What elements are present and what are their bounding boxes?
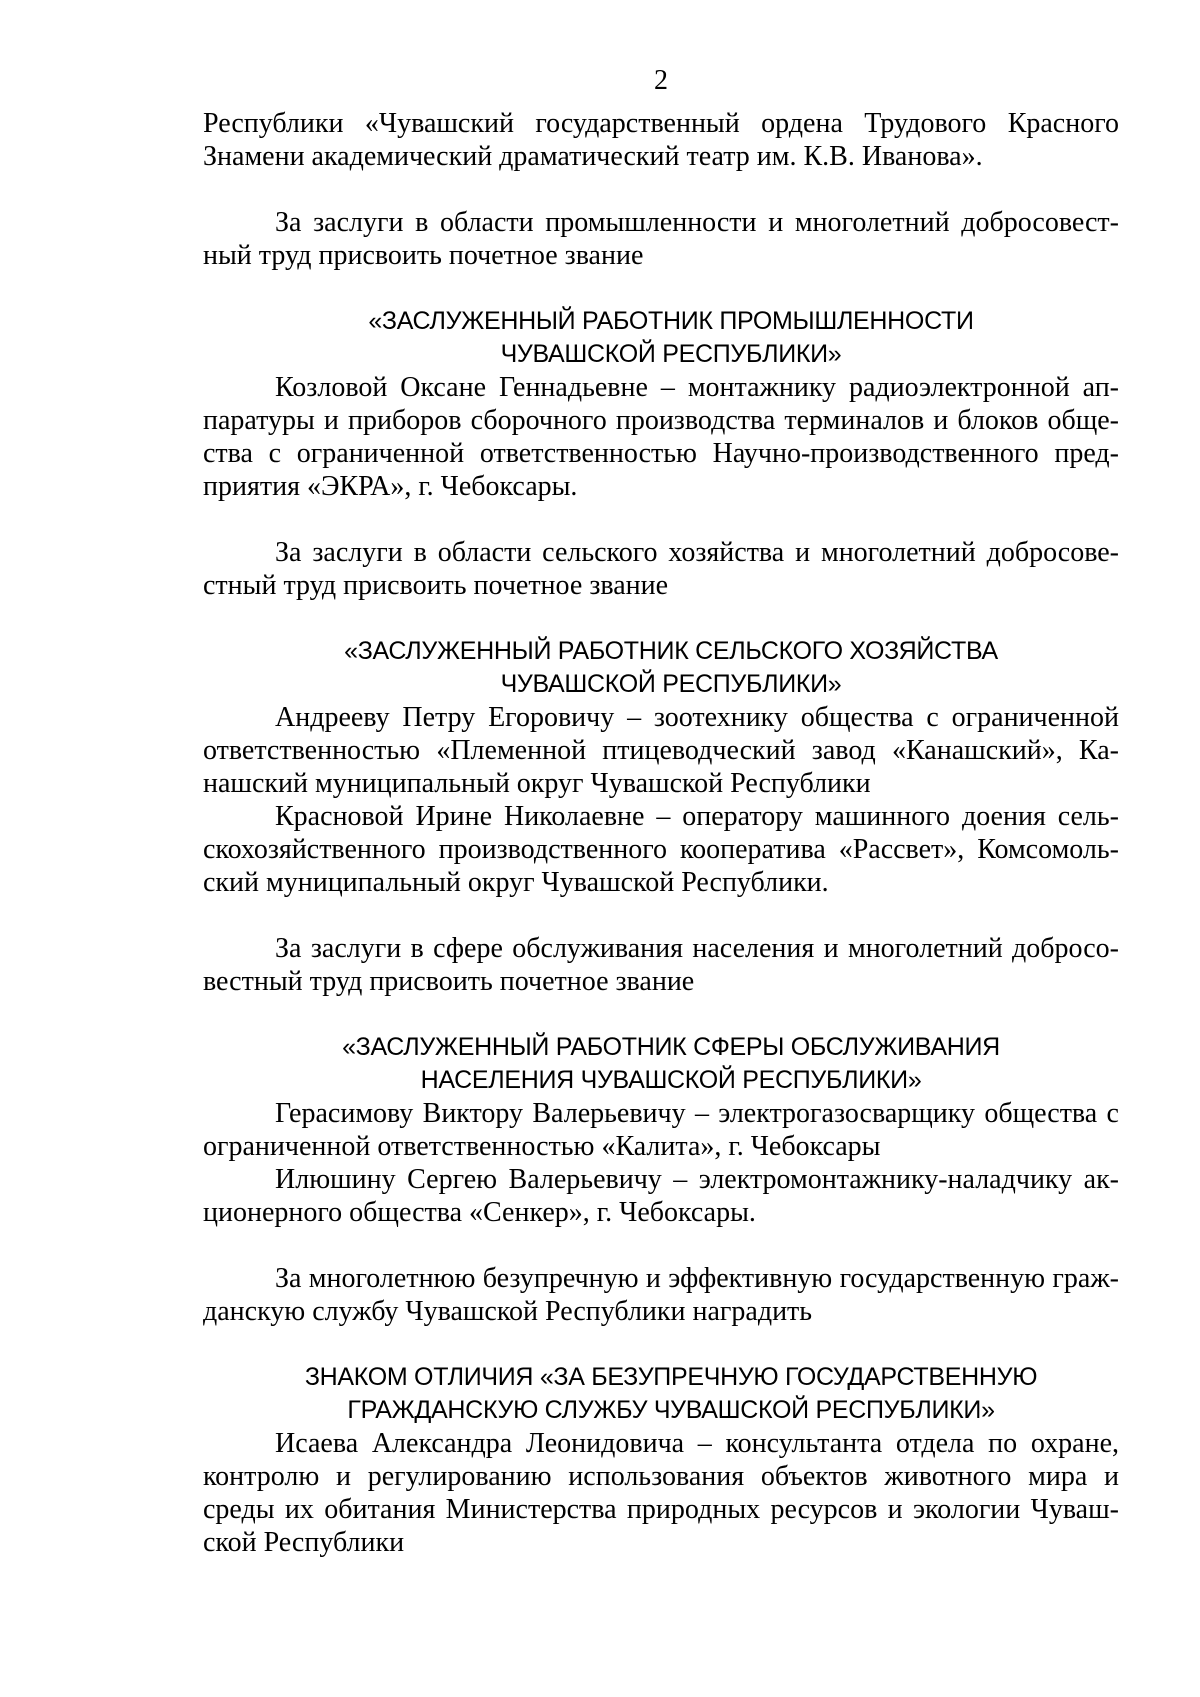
document-page (203, 64, 1119, 1559)
awardee-paragraph: Илюшину Сергею Валерьевичу – электромонтажнику-наладчику ак-ционерного общества «Сенкер», г. Чебоксары. (203, 1164, 1119, 1228)
award-title (203, 1361, 1119, 1427)
award-title (203, 1031, 1119, 1097)
award-title-line: «ЗАСЛУЖЕННЫЙ РАБОТНИК СФЕРЫ ОБСЛУЖИВАНИЯ (342, 1033, 1000, 1061)
continuation-paragraph: Республики «Чувашский государственный ордена Трудового Красного Знамени академический драматический театр им. К.В. Иванова». (203, 108, 1119, 172)
award-title-line: ЧУВАШСКОЙ РЕСПУБЛИКИ» (500, 670, 842, 698)
award-title-line: «ЗАСЛУЖЕННЫЙ РАБОТНИК ПРОМЫШЛЕННОСТИ (368, 307, 974, 335)
awardee-paragraph: Исаева Александра Леонидовича – консультанта отдела по охране, контролю и регулированию использования объектов животного мира и среды их обитания Министерства природных ресурсов и экологии Чуваш-ской Республики (203, 1428, 1119, 1558)
intro-paragraph: За заслуги в сфере обслуживания населения и многолетний добросо-вестный труд присвоить почетное звание (203, 933, 1119, 997)
intro-paragraph: За заслуги в области сельского хозяйства и многолетний добросове-стный труд присвоить почетное звание (203, 537, 1119, 601)
intro-paragraph: За многолетнюю безупречную и эффективную государственную граж-данскую службу Чувашской Республики наградить (203, 1263, 1119, 1327)
award-title (203, 305, 1119, 371)
intro-paragraph: За заслуги в области промышленности и многолетний добросовест-ный труд присвоить почетное звание (203, 207, 1119, 271)
awardee-paragraph: Красновой Ирине Николаевне – оператору машинного доения сель-скохозяйственного производственного кооператива «Рассвет», Комсомоль-ский муниципальный округ Чувашской Республики. (203, 801, 1119, 898)
award-title-line: ЗНАКОМ ОТЛИЧИЯ «ЗА БЕЗУПРЕЧНУЮ ГОСУДАРСТВЕННУЮ (304, 1363, 1038, 1391)
awardee-paragraph: Андрееву Петру Егоровичу – зоотехнику общества с ограниченной ответственностью «Племенной птицеводческий завод «Канашский», Ка-нашский муниципальный округ Чувашской Республики (203, 702, 1119, 799)
award-title (203, 635, 1119, 701)
page-number: 2 (654, 65, 668, 96)
award-title-line: «ЗАСЛУЖЕННЫЙ РАБОТНИК СЕЛЬСКОГО ХОЗЯЙСТВА (344, 637, 998, 665)
award-title-line: НАСЕЛЕНИЯ ЧУВАШСКОЙ РЕСПУБЛИКИ» (420, 1066, 922, 1094)
award-title-line: ГРАЖДАНСКУЮ СЛУЖБУ ЧУВАШСКОЙ РЕСПУБЛИКИ» (347, 1396, 995, 1424)
awardee-paragraph: Герасимову Виктору Валерьевичу – электрогазосварщику общества с ограниченной ответственностью «Калита», г. Чебоксары (203, 1098, 1119, 1162)
awardee-paragraph: Козловой Оксане Геннадьевне – монтажнику радиоэлектронной ап-паратуры и приборов сборочного производства терминалов и блоков обще-ства с ограниченной ответственностью Научно-производственного пред-приятия «ЭКРА», г. Чебоксары. (203, 372, 1119, 502)
award-title-line: ЧУВАШСКОЙ РЕСПУБЛИКИ» (500, 340, 842, 368)
